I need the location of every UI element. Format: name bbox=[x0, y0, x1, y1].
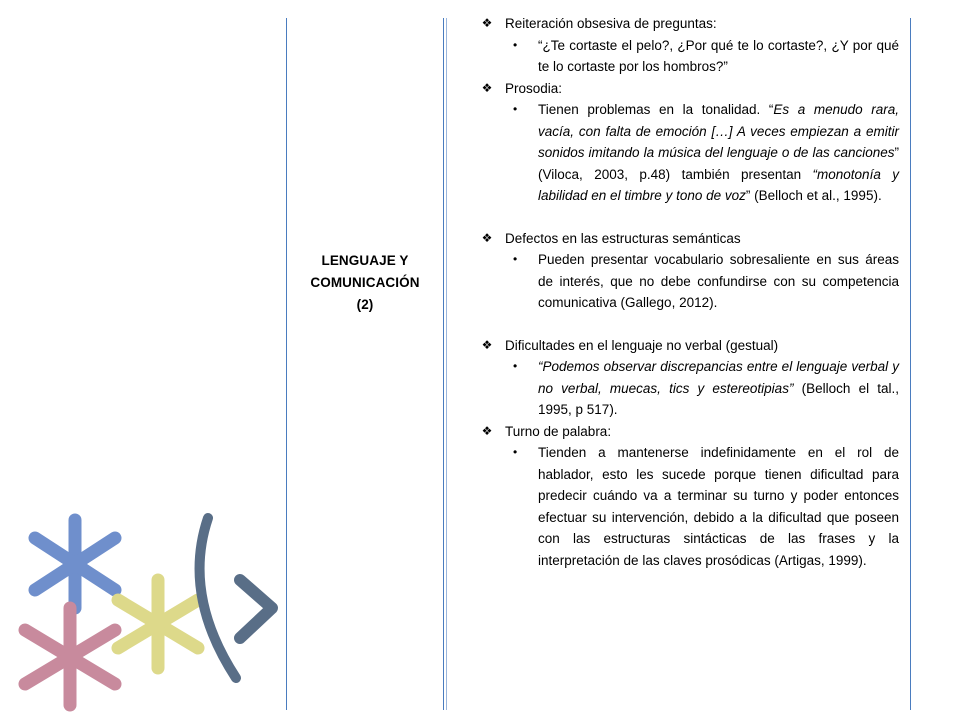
bullet-text bbox=[538, 356, 899, 421]
section-title bbox=[479, 335, 899, 357]
yellow-asterisk bbox=[118, 580, 198, 668]
bullet-dot-icon: • bbox=[513, 252, 518, 266]
section-title bbox=[479, 78, 899, 100]
category-line-2: COMUNICACIÓN bbox=[310, 275, 420, 290]
section bbox=[479, 78, 899, 207]
section-title bbox=[479, 228, 899, 250]
section bbox=[479, 13, 899, 78]
list-item bbox=[479, 35, 899, 78]
bullet-text bbox=[538, 35, 899, 78]
diamond-cross-icon: ❖ bbox=[481, 337, 493, 352]
diamond-cross-icon: ❖ bbox=[481, 16, 493, 30]
section-title-text: Turno de palabra: bbox=[505, 423, 612, 439]
table-border-right bbox=[910, 18, 911, 710]
bullet-text bbox=[538, 442, 899, 571]
text-run: Tienden a mantenerse indefinidamente en el rol de hablador, esto les sucede porque tienen dificultad para predecir cuándo va a terminar su turno y poder entonces efectuar su intervención, debido a la dificultad que poseen con las estructuras sintácticas de las frases y la interpretación de las claves prosódicas (Artigas, 1999). bbox=[538, 445, 899, 568]
bullet-list bbox=[479, 249, 899, 314]
bullet-list bbox=[479, 35, 899, 78]
table-border-middle-inner bbox=[446, 18, 447, 710]
table-border-middle bbox=[443, 18, 444, 710]
text-run: ” (Belloch et al., 1995). bbox=[745, 188, 882, 203]
list-item bbox=[479, 356, 899, 421]
section bbox=[479, 228, 899, 314]
text-run: (Belloch el tal., 1995, p 517). bbox=[538, 380, 899, 417]
list-item bbox=[479, 99, 899, 207]
bullet-list bbox=[479, 99, 899, 207]
italic-quote-run: “monotonía y labilidad en el timbre y tono de voz bbox=[538, 166, 899, 203]
bullet-dot-icon: • bbox=[513, 102, 518, 116]
text-run: ” (Viloca, 2003, p.48) también presentan bbox=[538, 145, 899, 182]
content-cell bbox=[479, 13, 899, 571]
section-title-text: Dificultades en el lenguaje no verbal (gestual) bbox=[505, 337, 779, 353]
bullet-dot-icon: • bbox=[513, 359, 518, 373]
section-title-text: Defectos en las estructuras semánticas bbox=[505, 230, 741, 246]
diamond-cross-icon: ❖ bbox=[481, 230, 493, 245]
diamond-cross-icon: ❖ bbox=[481, 423, 493, 438]
category-line-1: LENGUAJE Y bbox=[321, 253, 409, 268]
section bbox=[479, 421, 899, 572]
bullet-list bbox=[479, 442, 899, 571]
section-title-text: Reiteración obsesiva de preguntas: bbox=[505, 16, 717, 31]
table-border-left bbox=[286, 18, 287, 710]
italic-quote-run: Es a menudo rara, vacía, con falta de emoción […] A veces empiezan a emitir sonidos imitando la música del lenguaje o de las canciones bbox=[538, 102, 899, 160]
list-item bbox=[479, 249, 899, 314]
text-run: Tienen problemas en la tonalidad. “ bbox=[538, 102, 774, 117]
list-item bbox=[479, 442, 899, 571]
category-cell bbox=[287, 250, 443, 316]
asterisk-logo-icon bbox=[0, 500, 290, 720]
bullet-list bbox=[479, 356, 899, 421]
diamond-cross-icon: ❖ bbox=[481, 80, 493, 95]
chevron-shape bbox=[240, 580, 272, 638]
section bbox=[479, 335, 899, 421]
category-line-3: (2) bbox=[356, 297, 374, 312]
section-title bbox=[479, 13, 899, 35]
text-run: Pueden presentar vocabulario sobresaliente en sus áreas de interés, que no debe confundirse con su competencia comunicativa (Gallego, 2012). bbox=[538, 252, 899, 310]
section-spacer bbox=[479, 314, 899, 335]
section-title bbox=[479, 421, 899, 443]
bullet-dot-icon: • bbox=[513, 445, 518, 459]
bullet-dot-icon: • bbox=[513, 37, 518, 52]
italic-quote-run: “Podemos observar discrepancias entre el lenguaje verbal y no verbal, muecas, tics y estereotipias” bbox=[538, 359, 899, 396]
blue-asterisk bbox=[35, 520, 115, 608]
parenthesis-shape bbox=[200, 518, 236, 678]
bullet-text bbox=[538, 99, 899, 207]
pink-asterisk bbox=[25, 608, 115, 705]
section-spacer bbox=[479, 207, 899, 228]
bullet-text bbox=[538, 249, 899, 314]
text-run: “¿Te cortaste el pelo?, ¿Por qué te lo cortaste?, ¿Y por qué te lo cortaste por los hombros?” bbox=[538, 37, 899, 74]
section-title-text: Prosodia: bbox=[505, 80, 563, 96]
